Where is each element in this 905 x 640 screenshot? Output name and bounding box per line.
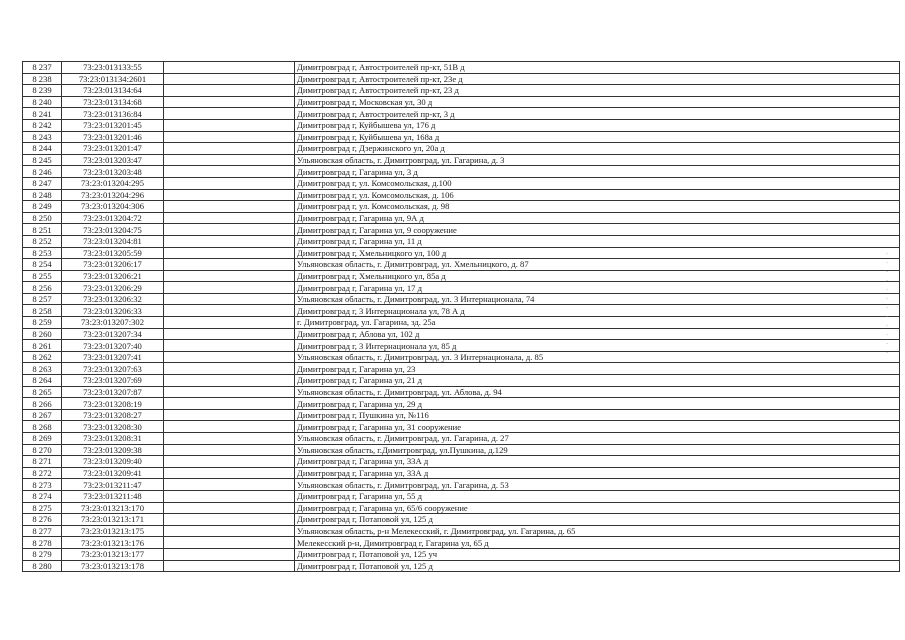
note-cell xyxy=(164,479,295,491)
cadastral-number: 73:23:013204:295 xyxy=(62,177,164,189)
address-cell: Димитровград г, Потаповой ул, 125 д xyxy=(295,514,900,526)
row-number: 8 265 xyxy=(23,386,62,398)
cadastral-number: 73:23:013206:21 xyxy=(62,270,164,282)
address-cell: Димитровград г, Потаповой ул, 125 уч xyxy=(295,548,900,560)
row-number: 8 244 xyxy=(23,143,62,155)
cadastral-number: 73:23:013133:55 xyxy=(62,62,164,74)
cadastral-number: 73:23:013134:2601 xyxy=(62,73,164,85)
address-cell: Ульяновская область, г. Димитровград, ул. Хмельницкого, д. 87 xyxy=(295,259,900,271)
address-cell: Димитровград г, Гагарина ул, 9 сооружение xyxy=(295,224,900,236)
address-cell: Ульяновская область, г. Димитровград, ул. Гагарина, д. 3 xyxy=(295,154,900,166)
row-number: 8 269 xyxy=(23,433,62,445)
address-cell: Ульяновская область, г.Димитровград, ул.Пушкина, д.129 xyxy=(295,444,900,456)
table-row xyxy=(23,317,900,329)
address-cell: Ульяновская область, г. Димитровград, ул. Аблова, д. 94 xyxy=(295,386,900,398)
address-cell: Ульяновская область, г. Димитровград, ул. 3 Интернационала, 74 xyxy=(295,293,900,305)
row-number: 8 256 xyxy=(23,282,62,294)
table-row xyxy=(23,224,900,236)
row-number: 8 268 xyxy=(23,421,62,433)
note-cell xyxy=(164,108,295,120)
table-row xyxy=(23,293,900,305)
cadastral-number: 73:23:013204:306 xyxy=(62,201,164,213)
table-row xyxy=(23,560,900,572)
row-number: 8 253 xyxy=(23,247,62,259)
table-row xyxy=(23,212,900,224)
address-cell: Ульяновская область, г. Димитровград, ул. 3 Интернационала, д. 85 xyxy=(295,351,900,363)
row-number: 8 261 xyxy=(23,340,62,352)
address-cell: Димитровград г, Гагарина ул, 55 д xyxy=(295,490,900,502)
cadastral-number: 73:23:013213:176 xyxy=(62,537,164,549)
cadastral-number: 73:23:013206:17 xyxy=(62,259,164,271)
row-number: 8 262 xyxy=(23,351,62,363)
address-cell: Димитровград г, Автостроителей пр-кт, 23е д xyxy=(295,73,900,85)
cadastral-number: 73:23:013207:34 xyxy=(62,328,164,340)
address-cell: Димитровград г, ул. Комсомольская, д. 106 xyxy=(295,189,900,201)
table-row xyxy=(23,259,900,271)
table-row xyxy=(23,85,900,97)
address-cell: Димитровград г, Гагарина ул, 11 д xyxy=(295,235,900,247)
row-number: 8 273 xyxy=(23,479,62,491)
row-number: 8 245 xyxy=(23,154,62,166)
address-cell: Димитровград г, ул. Комсомольская, д.100 xyxy=(295,177,900,189)
table-row xyxy=(23,201,900,213)
address-register-sheet xyxy=(22,61,889,572)
row-number: 8 263 xyxy=(23,363,62,375)
row-number: 8 278 xyxy=(23,537,62,549)
table-row xyxy=(23,514,900,526)
note-cell xyxy=(164,363,295,375)
cadastral-number: 73:23:013205:59 xyxy=(62,247,164,259)
cadastral-number: 73:23:013209:40 xyxy=(62,456,164,468)
margin-stamp-marks: · · · · · · · · · · · · xyxy=(885,250,889,357)
table-row xyxy=(23,340,900,352)
table-row xyxy=(23,386,900,398)
note-cell xyxy=(164,375,295,387)
cadastral-number: 73:23:013213:178 xyxy=(62,560,164,572)
cadastral-number: 73:23:013204:75 xyxy=(62,224,164,236)
table-row xyxy=(23,525,900,537)
cadastral-number: 73:23:013213:171 xyxy=(62,514,164,526)
table-row xyxy=(23,351,900,363)
cadastral-number: 73:23:013201:47 xyxy=(62,143,164,155)
cadastral-number: 73:23:013213:170 xyxy=(62,502,164,514)
table-row xyxy=(23,270,900,282)
table-row xyxy=(23,433,900,445)
cadastral-number: 73:23:013213:177 xyxy=(62,548,164,560)
table-row xyxy=(23,96,900,108)
row-number: 8 237 xyxy=(23,62,62,74)
table-row xyxy=(23,143,900,155)
address-cell: Димитровград г, Гагарина ул, 9А д xyxy=(295,212,900,224)
note-cell xyxy=(164,282,295,294)
note-cell xyxy=(164,317,295,329)
table-body xyxy=(23,62,900,572)
address-cell: Димитровград г, Гагарина ул, 65/6 сооружение xyxy=(295,502,900,514)
table-row xyxy=(23,177,900,189)
cadastral-number: 73:23:013208:19 xyxy=(62,398,164,410)
address-cell: Димитровград г, Гагарина ул, 33А д xyxy=(295,456,900,468)
note-cell xyxy=(164,131,295,143)
cadastral-number: 73:23:013208:27 xyxy=(62,409,164,421)
address-cell: Димитровград г, Гагарина ул, 33А д xyxy=(295,467,900,479)
table-row xyxy=(23,305,900,317)
table-row xyxy=(23,62,900,74)
row-number: 8 241 xyxy=(23,108,62,120)
row-number: 8 250 xyxy=(23,212,62,224)
table-row xyxy=(23,444,900,456)
address-cell: Димитровград г, Гагарина ул, 23 xyxy=(295,363,900,375)
row-number: 8 246 xyxy=(23,166,62,178)
note-cell xyxy=(164,467,295,479)
address-cell: Ульяновская область, г. Димитровград, ул. Гагарина, д. 53 xyxy=(295,479,900,491)
address-cell: Димитровград г, Гагарина ул, 17 д xyxy=(295,282,900,294)
address-cell: Димитровград г, Автостроителей пр-кт, 51В д xyxy=(295,62,900,74)
table-row xyxy=(23,502,900,514)
table-row xyxy=(23,328,900,340)
cadastral-number: 73:23:013207:302 xyxy=(62,317,164,329)
cadastral-number: 73:23:013208:31 xyxy=(62,433,164,445)
row-number: 8 276 xyxy=(23,514,62,526)
note-cell xyxy=(164,525,295,537)
cadastral-number: 73:23:013134:64 xyxy=(62,85,164,97)
address-cell: Димитровград г, Московская ул, 30 д xyxy=(295,96,900,108)
note-cell xyxy=(164,247,295,259)
table-row xyxy=(23,235,900,247)
table-row xyxy=(23,166,900,178)
address-cell: Димитровград г, Куйбышева ул, 176 д xyxy=(295,119,900,131)
table-row xyxy=(23,189,900,201)
note-cell xyxy=(164,85,295,97)
cadastral-number: 73:23:013201:46 xyxy=(62,131,164,143)
note-cell xyxy=(164,351,295,363)
address-cell: Димитровград г, Хмельницкого ул, 85а д xyxy=(295,270,900,282)
row-number: 8 272 xyxy=(23,467,62,479)
address-cell: Димитровград г, Гагарина ул, 31 сооружение xyxy=(295,421,900,433)
table-row xyxy=(23,537,900,549)
address-cell: г. Димитровград, ул. Гагарина, зд. 25а xyxy=(295,317,900,329)
row-number: 8 249 xyxy=(23,201,62,213)
note-cell xyxy=(164,96,295,108)
cadastral-number: 73:23:013207:69 xyxy=(62,375,164,387)
address-cell: Димитровград г, ул. Комсомольская, д. 98 xyxy=(295,201,900,213)
address-cell: Димитровград г, Потаповой ул, 125 д xyxy=(295,560,900,572)
note-cell xyxy=(164,502,295,514)
address-cell: Димитровград г, 3 Интернационала ул, 85 д xyxy=(295,340,900,352)
row-number: 8 242 xyxy=(23,119,62,131)
row-number: 8 247 xyxy=(23,177,62,189)
table-row xyxy=(23,282,900,294)
address-cell: Димитровград г, Автостроителей пр-кт, 23 д xyxy=(295,85,900,97)
cadastral-number: 73:23:013207:87 xyxy=(62,386,164,398)
cadastral-number: 73:23:013207:40 xyxy=(62,340,164,352)
address-cell: Димитровград г, Хмельницкого ул, 100 д xyxy=(295,247,900,259)
cadastral-number: 73:23:013203:48 xyxy=(62,166,164,178)
table-row xyxy=(23,119,900,131)
cadastral-number: 73:23:013211:47 xyxy=(62,479,164,491)
address-cell: Димитровград г, Гагарина ул, 29 д xyxy=(295,398,900,410)
row-number: 8 243 xyxy=(23,131,62,143)
address-cell: Ульяновская область, р-н Мелекесский, г. Димитровград, ул. Гагарина, д. 65 xyxy=(295,525,900,537)
cadastral-number: 73:23:013204:72 xyxy=(62,212,164,224)
table-row xyxy=(23,409,900,421)
row-number: 8 277 xyxy=(23,525,62,537)
row-number: 8 264 xyxy=(23,375,62,387)
table-row xyxy=(23,247,900,259)
note-cell xyxy=(164,560,295,572)
row-number: 8 259 xyxy=(23,317,62,329)
cadastral-number: 73:23:013206:33 xyxy=(62,305,164,317)
cadastral-number: 73:23:013206:29 xyxy=(62,282,164,294)
note-cell xyxy=(164,386,295,398)
note-cell xyxy=(164,189,295,201)
table-row xyxy=(23,154,900,166)
table-row xyxy=(23,467,900,479)
cadastral-number: 73:23:013207:41 xyxy=(62,351,164,363)
note-cell xyxy=(164,409,295,421)
table-row xyxy=(23,73,900,85)
row-number: 8 258 xyxy=(23,305,62,317)
note-cell xyxy=(164,305,295,317)
note-cell xyxy=(164,235,295,247)
cadastral-number: 73:23:013213:175 xyxy=(62,525,164,537)
cadastral-number: 73:23:013207:63 xyxy=(62,363,164,375)
row-number: 8 248 xyxy=(23,189,62,201)
row-number: 8 252 xyxy=(23,235,62,247)
table-row xyxy=(23,490,900,502)
note-cell xyxy=(164,119,295,131)
cadastral-number: 73:23:013209:38 xyxy=(62,444,164,456)
row-number: 8 260 xyxy=(23,328,62,340)
row-number: 8 257 xyxy=(23,293,62,305)
row-number: 8 254 xyxy=(23,259,62,271)
table-row xyxy=(23,375,900,387)
row-number: 8 238 xyxy=(23,73,62,85)
note-cell xyxy=(164,259,295,271)
note-cell xyxy=(164,177,295,189)
cadastral-number: 73:23:013206:32 xyxy=(62,293,164,305)
cadastral-number: 73:23:013208:30 xyxy=(62,421,164,433)
note-cell xyxy=(164,456,295,468)
note-cell xyxy=(164,154,295,166)
table-row xyxy=(23,548,900,560)
table-row xyxy=(23,108,900,120)
address-cell: Димитровград г, 3 Интернационала ул, 78 А д xyxy=(295,305,900,317)
address-cell: Димитровград г, Куйбышева ул, 168а д xyxy=(295,131,900,143)
note-cell xyxy=(164,224,295,236)
cadastral-number: 73:23:013211:48 xyxy=(62,490,164,502)
note-cell xyxy=(164,270,295,282)
table-row xyxy=(23,479,900,491)
note-cell xyxy=(164,433,295,445)
table-row xyxy=(23,363,900,375)
address-register-table xyxy=(22,61,900,572)
cadastral-number: 73:23:013204:81 xyxy=(62,235,164,247)
row-number: 8 279 xyxy=(23,548,62,560)
note-cell xyxy=(164,398,295,410)
note-cell xyxy=(164,340,295,352)
note-cell xyxy=(164,548,295,560)
note-cell xyxy=(164,62,295,74)
note-cell xyxy=(164,421,295,433)
row-number: 8 271 xyxy=(23,456,62,468)
note-cell xyxy=(164,166,295,178)
row-number: 8 280 xyxy=(23,560,62,572)
cadastral-number: 73:23:013204:296 xyxy=(62,189,164,201)
table-row xyxy=(23,131,900,143)
address-cell: Димитровград г, Гагарина ул, 3 д xyxy=(295,166,900,178)
cadastral-number: 73:23:013203:47 xyxy=(62,154,164,166)
table-row xyxy=(23,456,900,468)
address-cell: Димитровград г, Аблова ул, 102 д xyxy=(295,328,900,340)
address-cell: Димитровград г, Пушкина ул, №116 xyxy=(295,409,900,421)
note-cell xyxy=(164,201,295,213)
cadastral-number: 73:23:013209:41 xyxy=(62,467,164,479)
row-number: 8 275 xyxy=(23,502,62,514)
row-number: 8 267 xyxy=(23,409,62,421)
cadastral-number: 73:23:013136:84 xyxy=(62,108,164,120)
table-row xyxy=(23,398,900,410)
row-number: 8 255 xyxy=(23,270,62,282)
note-cell xyxy=(164,73,295,85)
row-number: 8 251 xyxy=(23,224,62,236)
address-cell: Димитровград г, Дзержинского ул, 20а д xyxy=(295,143,900,155)
note-cell xyxy=(164,490,295,502)
note-cell xyxy=(164,143,295,155)
row-number: 8 240 xyxy=(23,96,62,108)
cadastral-number: 73:23:013134:68 xyxy=(62,96,164,108)
address-cell: Мелекесский р-н, Димитровград г, Гагарина ул, 65 д xyxy=(295,537,900,549)
address-cell: Димитровград г, Автостроителей пр-кт, 3 д xyxy=(295,108,900,120)
note-cell xyxy=(164,212,295,224)
row-number: 8 266 xyxy=(23,398,62,410)
note-cell xyxy=(164,293,295,305)
note-cell xyxy=(164,444,295,456)
address-cell: Димитровград г, Гагарина ул, 21 д xyxy=(295,375,900,387)
note-cell xyxy=(164,537,295,549)
address-cell: Ульяновская область, г. Димитровград, ул. Гагарина, д. 27 xyxy=(295,433,900,445)
row-number: 8 274 xyxy=(23,490,62,502)
table-row xyxy=(23,421,900,433)
note-cell xyxy=(164,328,295,340)
note-cell xyxy=(164,514,295,526)
cadastral-number: 73:23:013201:45 xyxy=(62,119,164,131)
row-number: 8 239 xyxy=(23,85,62,97)
row-number: 8 270 xyxy=(23,444,62,456)
